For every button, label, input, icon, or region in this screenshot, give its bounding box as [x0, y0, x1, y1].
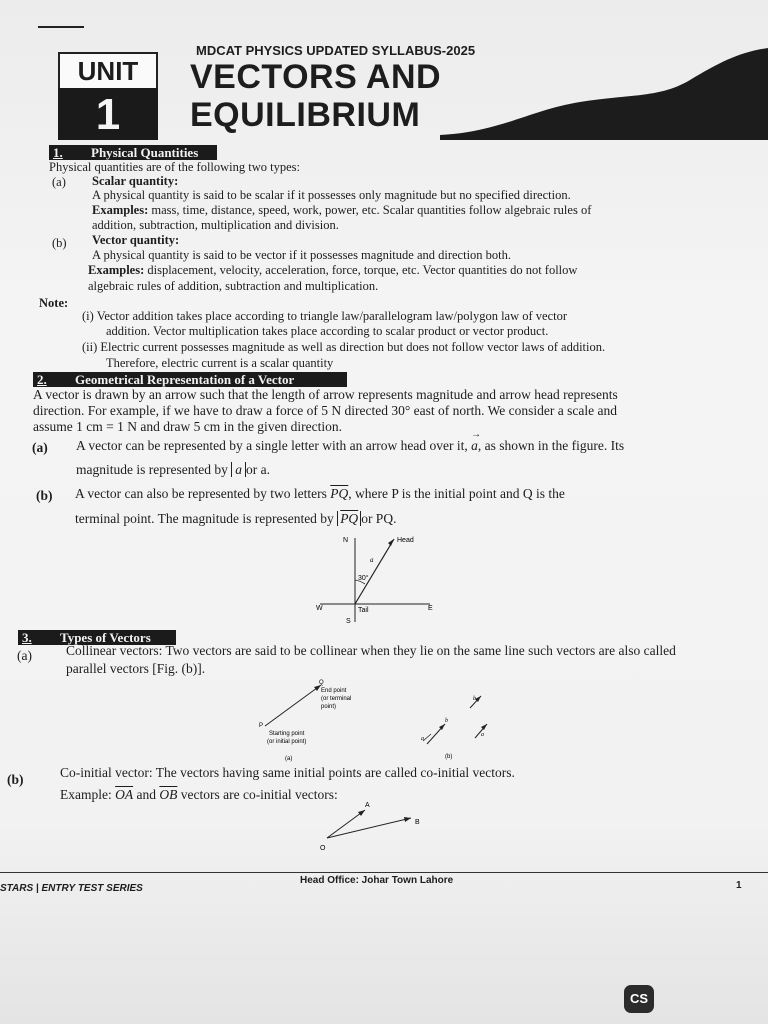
fig-a-end2: (or terminal: [321, 696, 352, 702]
fig-a-p-label: P: [259, 723, 264, 729]
s2-para-line1: A vector is drawn by an arrow such that the length of arrow represents magnitude and arrow head represents: [33, 387, 618, 402]
fig-c-o-label: O: [320, 845, 326, 852]
s3-a-line2: parallel vectors [Fig. (b)].: [66, 661, 206, 676]
unit-label: UNIT: [58, 52, 158, 90]
s1-b-label: (b): [52, 236, 67, 250]
note-i: (i) Vector addition takes place according to triangle law/parallelogram law/polygon law of vector: [82, 309, 568, 323]
fig-b-caption: (b): [445, 754, 453, 760]
s3-a-line1: Collinear vectors: Two vectors are said to be collinear when they lie on the same line such vectors are also called: [66, 643, 676, 658]
s1-b-examples: Examples: displacement, velocity, acceleration, force, torque, etc. Vector quantities do not follow: [88, 263, 578, 277]
fig-a-caption: (a): [285, 756, 293, 762]
camscanner-badge-icon: CS: [624, 985, 654, 1013]
header-wave-graphic: [440, 40, 768, 140]
fig-a-end1: End point: [321, 688, 347, 694]
fig-c-a-label: A: [365, 802, 370, 809]
fig-s-label: S: [346, 618, 351, 625]
fig-a-start2: (or initial point): [267, 739, 307, 745]
s2-b-line2: terminal point. The magnitude is represented by $\overline{PQ}$ or PQ.: [75, 511, 397, 526]
s1-a-label: (a): [52, 175, 66, 189]
decorative-rule: [38, 26, 84, 28]
s2-para-line2: direction. For example, if we have to draw a force of 5 N directed 30° east of north. We consider a scale and: [33, 403, 617, 418]
collinear-vectors-figure: [255, 676, 505, 766]
syllabus-heading: MDCAT PHYSICS UPDATED SYLLABUS-2025: [196, 43, 476, 58]
footer-rule: [0, 872, 768, 873]
section-heading-2: 2. Geometrical Representation of a Vector: [33, 372, 347, 387]
s2-b-label: (b): [36, 488, 53, 503]
section-heading-3: 3. Types of Vectors: [18, 630, 176, 645]
section-heading-1: 1. Physical Quantities: [49, 145, 217, 160]
fig-b-vec1: b: [473, 696, 476, 702]
co-initial-vectors-figure: [315, 798, 435, 858]
fig-e-label: E: [428, 605, 433, 612]
note-i-cont: addition. Vector multiplication takes place according to scalar product or vector product.: [106, 324, 549, 338]
s3-a-label: (a): [17, 648, 32, 663]
fig-n-label: N: [343, 537, 349, 544]
fig-vector-label: a: [370, 556, 374, 564]
fig-tail-label: Tail: [358, 607, 369, 614]
footer-series: STARS | ENTRY TEST SERIES: [0, 883, 143, 894]
unit-number: 1: [58, 88, 158, 140]
s1-intro: Physical quantities are of the following two types:: [49, 160, 300, 174]
s1-a-def: A physical quantity is said to be scalar if it possesses only magnitude but no specified direction.: [92, 188, 571, 202]
s1-b-title: Vector quantity:: [92, 233, 180, 247]
note-ii: (ii) Electric current possesses magnitude as well as direction but does not follow vector laws of addition.: [82, 340, 606, 354]
s2-a-line1: A vector can be represented by a single letter with an arrow head over it, → a, as shown in the figure. Its: [76, 429, 625, 453]
footer-office: Head Office: Johar Town Lahore: [300, 875, 454, 886]
s1-a-title: Scalar quantity:: [92, 174, 179, 188]
s1-b-def: A physical quantity is said to be vector if it possesses magnitude and direction both.: [92, 248, 512, 262]
note-label: Note:: [39, 296, 69, 310]
fig-c-b-label: B: [415, 819, 420, 826]
page-number: 1: [736, 880, 742, 891]
fig-b-vec2: b: [445, 718, 448, 724]
s2-b-line1: A vector can also be represented by two letters $\overline{PQ}$, where P is the initial point and Q is the: [75, 486, 565, 501]
note-ii-cont: Therefore, electric current is a scalar quantity: [106, 356, 334, 370]
s2-a-line2: magnitude is represented by a or a.: [76, 462, 270, 477]
s3-b-line2: Example: $\overline{OA}$ and $\overline{OB}$ vectors are co-initial vectors:: [60, 787, 338, 802]
chapter-title-line1: VECTORS AND: [190, 58, 442, 96]
s2-para-line3: assume 1 cm = 1 N and draw 5 cm in the given direction.: [33, 419, 343, 434]
s1-a-examples: Examples: mass, time, distance, speed, work, power, etc. Scalar quantities follow algebraic rules of: [92, 203, 592, 217]
s1-b-examples-cont: algebraic rules of addition, subtraction and multiplication.: [88, 279, 379, 293]
fig-head-label: Head: [397, 537, 414, 544]
fig-a-end3: point): [321, 704, 337, 710]
s3-b-label: (b): [7, 772, 24, 787]
fig-b-vec3: a: [481, 732, 484, 738]
fig-w-label: W: [316, 605, 323, 612]
fig-angle-label: 30°: [358, 575, 369, 582]
fig-a-start1: Starting point: [269, 731, 305, 737]
s3-b-line1: Co-initial vector: The vectors having same initial points are called co-initial vectors.: [60, 765, 515, 780]
s1-a-examples-cont: addition, subtraction, multiplication and division.: [92, 218, 339, 232]
chapter-title-line2: EQUILIBRIUM: [190, 96, 421, 134]
compass-vector-figure: [300, 530, 450, 630]
fig-a-q-label: Q: [319, 680, 324, 686]
s2-a-label: (a): [32, 440, 48, 455]
fig-b-vec4: a: [421, 736, 424, 742]
